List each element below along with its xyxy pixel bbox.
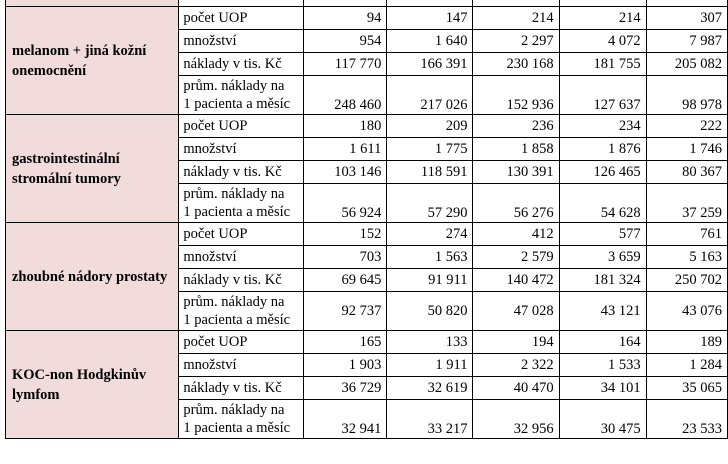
value-cell: 1 746: [646, 138, 727, 161]
value-cell: 69 645: [304, 269, 387, 292]
metric-label: množství: [179, 138, 304, 161]
value-cell: 703: [304, 246, 387, 269]
value-cell: 37 259: [646, 184, 727, 223]
value-cell: 181 755: [559, 53, 646, 76]
metric-label: prům. náklady na 1 pacienta a měsíc: [179, 76, 304, 115]
value-cell: 98 978: [646, 76, 727, 115]
value-cell: 205 082: [646, 53, 727, 76]
metric-label: množství: [179, 354, 304, 377]
value-cell: 126 465: [559, 161, 646, 184]
value-cell: 1 640: [387, 30, 473, 53]
cost-table: [5, 0, 728, 439]
group-name: zhoubné nádory prostaty: [6, 223, 179, 331]
metric-label: počet UOP: [179, 115, 304, 138]
group-name: KOC-non Hodgkinův lymfom: [6, 331, 179, 439]
value-cell: 30 475: [559, 400, 646, 439]
value-cell: 147: [387, 7, 473, 30]
value-cell: 133: [387, 331, 473, 354]
value-cell: 3 659: [559, 246, 646, 269]
value-cell: 56 924: [304, 184, 387, 223]
table-row: [6, 7, 728, 30]
value-cell: 4 072: [559, 30, 646, 53]
value-cell: 94: [304, 7, 387, 30]
value-cell: 412: [473, 223, 559, 246]
value-cell: 1 563: [387, 246, 473, 269]
value-cell: 117 770: [304, 53, 387, 76]
value-cell: 40 470: [473, 377, 559, 400]
value-cell: 103 146: [304, 161, 387, 184]
value-cell: 222: [646, 115, 727, 138]
value-cell: 194: [473, 331, 559, 354]
metric-label: náklady v tis. Kč: [179, 53, 304, 76]
metric-label: počet UOP: [179, 223, 304, 246]
value-cell: 761: [646, 223, 727, 246]
value-cell: 140 472: [473, 269, 559, 292]
metric-label-partial: [179, 0, 304, 7]
metric-label: množství: [179, 30, 304, 53]
value-cell: 54 628: [559, 184, 646, 223]
value-cell: 1 533: [559, 354, 646, 377]
value-cell: 47 028: [473, 292, 559, 331]
value-cell: 214: [559, 7, 646, 30]
table-row: [6, 115, 728, 138]
value-cell: 56 276: [473, 184, 559, 223]
value-cell: 166 391: [387, 53, 473, 76]
value-cell: 189: [646, 331, 727, 354]
value-cell: 1 858: [473, 138, 559, 161]
value-cell: 50 820: [387, 292, 473, 331]
value-cell: 43 076: [646, 292, 727, 331]
value-cell: 32 941: [304, 400, 387, 439]
metric-label: náklady v tis. Kč: [179, 377, 304, 400]
value-cell: 209: [387, 115, 473, 138]
value-cell: 36 729: [304, 377, 387, 400]
value-cell: 180: [304, 115, 387, 138]
value-cell: 118 591: [387, 161, 473, 184]
table-row: [6, 331, 728, 354]
metric-label: počet UOP: [179, 331, 304, 354]
value-cell: 250 702: [646, 269, 727, 292]
value-cell: 2 322: [473, 354, 559, 377]
value-cell: 577: [559, 223, 646, 246]
value-cell: 2 579: [473, 246, 559, 269]
metric-label: počet UOP: [179, 7, 304, 30]
value-cell: 1 876: [559, 138, 646, 161]
value-cell: 152: [304, 223, 387, 246]
value-cell: 230 168: [473, 53, 559, 76]
table-row: [6, 223, 728, 246]
value-cell: 32 619: [387, 377, 473, 400]
value-cell: 164: [559, 331, 646, 354]
group-name: melanom + jiná kožní onemocnění: [6, 7, 179, 115]
value-cell: 1 611: [304, 138, 387, 161]
value-cell: 234: [559, 115, 646, 138]
metric-label: množství: [179, 246, 304, 269]
value-cell: 1 284: [646, 354, 727, 377]
value-cell: 127 637: [559, 76, 646, 115]
value-cell: 2 297: [473, 30, 559, 53]
value-cell: 236: [473, 115, 559, 138]
metric-label: prům. náklady na 1 pacienta a měsíc: [179, 292, 304, 331]
value-cell: 248 460: [304, 76, 387, 115]
value-cell: 181 324: [559, 269, 646, 292]
value-cell: 32 956: [473, 400, 559, 439]
group-name: gastrointestinální stromální tumory: [6, 115, 179, 223]
metric-label: prům. náklady na 1 pacienta a měsíc: [179, 400, 304, 439]
value-cell: 80 367: [646, 161, 727, 184]
metric-label: náklady v tis. Kč: [179, 269, 304, 292]
value-cell: 274: [387, 223, 473, 246]
metric-label: prům. náklady na 1 pacienta a měsíc: [179, 184, 304, 223]
value-cell: 307: [646, 7, 727, 30]
value-cell: 33 217: [387, 400, 473, 439]
value-cell: 1 911: [387, 354, 473, 377]
value-cell: 34 101: [559, 377, 646, 400]
value-cell: 165: [304, 331, 387, 354]
metric-label: náklady v tis. Kč: [179, 161, 304, 184]
value-cell: 1 775: [387, 138, 473, 161]
value-cell: 1 903: [304, 354, 387, 377]
value-cell: 217 026: [387, 76, 473, 115]
value-cell: 57 290: [387, 184, 473, 223]
value-cell: 7 987: [646, 30, 727, 53]
value-cell: 91 911: [387, 269, 473, 292]
value-cell: 23 533: [646, 400, 727, 439]
value-cell: 92 737: [304, 292, 387, 331]
value-cell: 214: [473, 7, 559, 30]
value-cell: 5 163: [646, 246, 727, 269]
value-cell: 130 391: [473, 161, 559, 184]
value-cell: 954: [304, 30, 387, 53]
value-cell: 43 121: [559, 292, 646, 331]
value-cell: 35 065: [646, 377, 727, 400]
value-cell: 152 936: [473, 76, 559, 115]
